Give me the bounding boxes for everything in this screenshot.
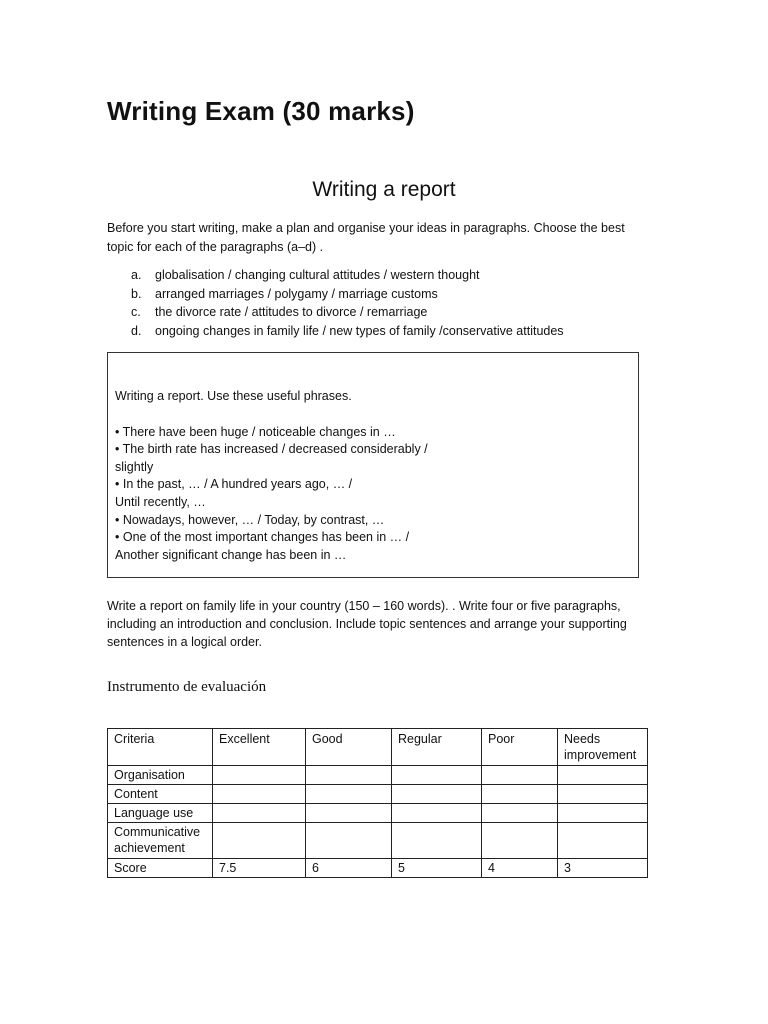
list-item xyxy=(131,303,651,322)
empty-cell xyxy=(213,804,306,823)
header-cell: Excellent xyxy=(213,729,306,766)
list-item xyxy=(131,285,651,304)
empty-cell xyxy=(558,823,648,859)
empty-cell xyxy=(482,766,558,785)
empty-cell xyxy=(306,823,392,859)
table-row xyxy=(108,823,648,859)
empty-cell xyxy=(306,766,392,785)
empty-cell xyxy=(392,785,482,804)
score-cell: 5 xyxy=(392,859,482,878)
empty-cell xyxy=(306,785,392,804)
useful-phrases-heading: Writing a report. Use these useful phrases. xyxy=(115,389,352,403)
useful-phrases-content xyxy=(115,388,445,564)
phrase-line: Another significant change has been in … xyxy=(115,547,347,562)
list-item-text: the divorce rate / attitudes to divorce / remarriage xyxy=(155,305,428,319)
phrase-line: • There have been huge / noticeable changes in … xyxy=(115,424,396,439)
header-cell: Criteria xyxy=(108,729,213,766)
table-row xyxy=(108,785,648,804)
phrase-line: Until recently, … xyxy=(115,494,206,509)
list-item-text: globalisation / changing cultural attitudes / western thought xyxy=(155,268,480,282)
score-cell: 7.5 xyxy=(213,859,306,878)
header-cell: Good xyxy=(306,729,392,766)
criteria-cell: Language use xyxy=(108,804,213,823)
phrase-line: • The birth rate has increased / decreased considerably / xyxy=(115,442,428,457)
empty-cell xyxy=(482,785,558,804)
page-title: Writing Exam (30 marks) xyxy=(107,96,415,126)
empty-cell xyxy=(213,823,306,859)
task-instructions: Write a report on family life in your country (150 – 160 words). . Write four or five paragraphs, including an introduction and conclusion. Include topic sentences and arrange your supporting sentences in a logical order. xyxy=(107,599,627,649)
criteria-cell: Organisation xyxy=(108,766,213,785)
header-cell: Needs improvement xyxy=(558,729,648,766)
empty-cell xyxy=(392,823,482,859)
section-title: Writing a report xyxy=(312,178,456,201)
phrase-line: • One of the most important changes has been in … / xyxy=(115,530,410,545)
list-marker: b. xyxy=(131,286,142,301)
score-label-cell: Score xyxy=(108,859,213,878)
phrase-line: • In the past, … / A hundred years ago, … / xyxy=(115,477,353,492)
empty-cell xyxy=(558,785,648,804)
empty-cell xyxy=(213,766,306,785)
empty-cell xyxy=(392,804,482,823)
evaluation-title: Instrumento de evaluación xyxy=(107,679,267,695)
empty-cell xyxy=(558,766,648,785)
list-item xyxy=(131,322,651,341)
rubric-table xyxy=(107,728,648,878)
empty-cell xyxy=(392,766,482,785)
header-cell: Regular xyxy=(392,729,482,766)
list-marker: a. xyxy=(131,268,142,282)
empty-cell xyxy=(306,804,392,823)
useful-phrases-box xyxy=(107,352,639,578)
score-cell: 3 xyxy=(558,859,648,878)
phrase-line: • Nowadays, however, … / Today, by contrast, … xyxy=(115,512,385,527)
criteria-cell: Communicative achievement xyxy=(108,823,213,859)
header-cell: Poor xyxy=(482,729,558,766)
list-marker: d. xyxy=(131,323,142,338)
list-item xyxy=(131,266,651,285)
score-cell: 6 xyxy=(306,859,392,878)
score-row xyxy=(108,859,648,878)
list-item-text: ongoing changes in family life / new types of family /conservative attitudes xyxy=(155,323,564,338)
list-marker: c. xyxy=(131,305,141,319)
score-cell: 4 xyxy=(482,859,558,878)
criteria-cell: Content xyxy=(108,785,213,804)
table-header-row xyxy=(108,729,648,766)
table-row xyxy=(108,766,648,785)
empty-cell xyxy=(213,785,306,804)
phrase-line: slightly xyxy=(115,459,154,474)
list-item-text: arranged marriages / polygamy / marriage customs xyxy=(155,286,438,301)
spacer xyxy=(115,406,445,424)
empty-cell xyxy=(482,823,558,859)
intro-paragraph: Before you start writing, make a plan and organise your ideas in paragraphs. Choose the best topic for each of the paragraphs (a–d) . xyxy=(107,221,625,254)
empty-cell xyxy=(482,804,558,823)
topic-list xyxy=(131,266,651,340)
table-row xyxy=(108,804,648,823)
empty-cell xyxy=(558,804,648,823)
